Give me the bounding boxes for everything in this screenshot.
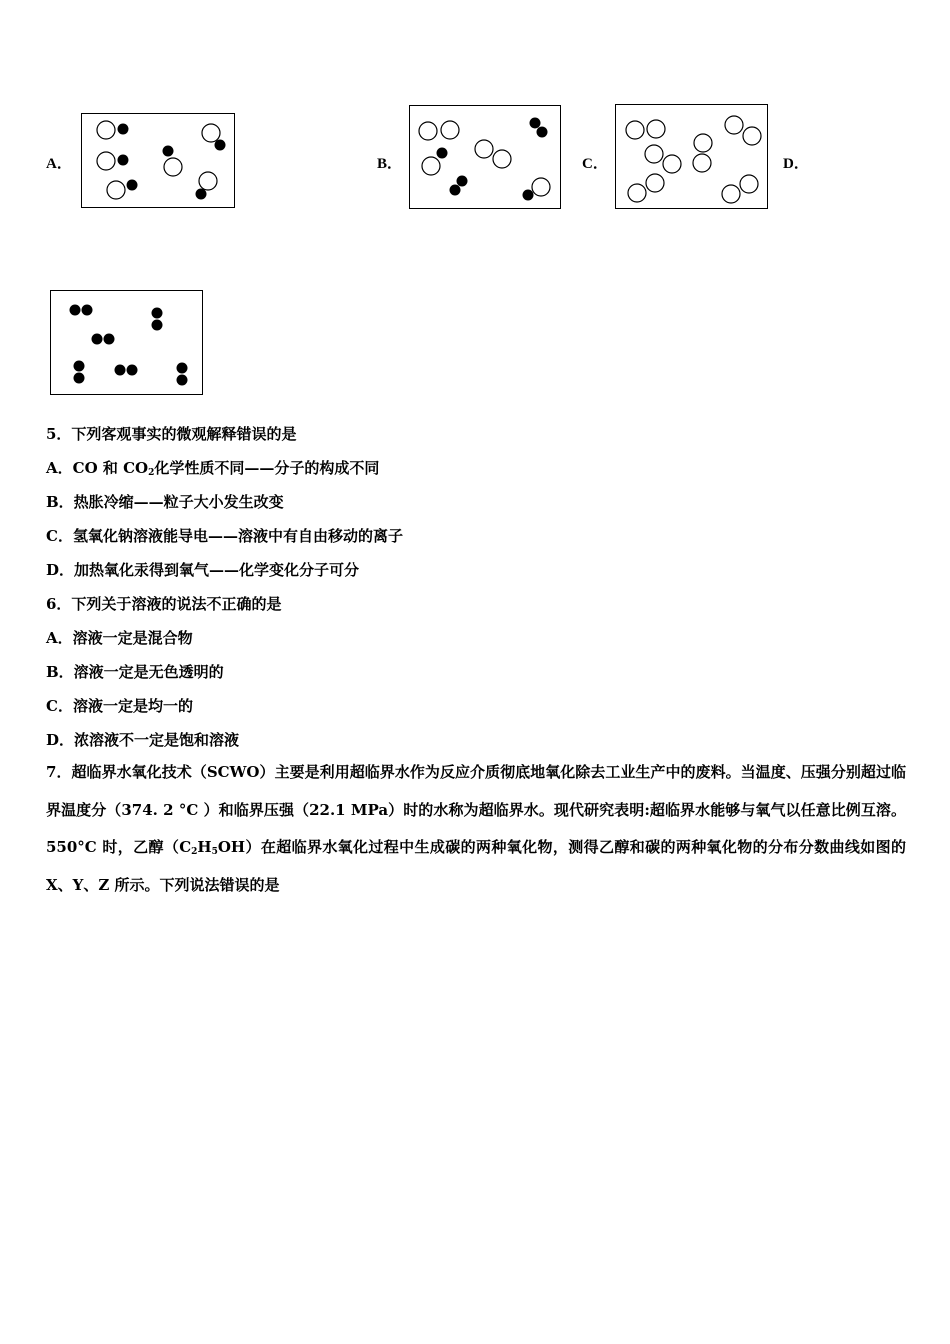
molecule-box-b — [409, 105, 561, 209]
option-d-label: D． — [783, 156, 809, 172]
molecule-diagram-d — [51, 291, 202, 394]
q5-option-d: D．加热氧化汞得到氧气——化学变化分子可分 — [46, 561, 360, 579]
q6-option-a: A．溶液一定是混合物 — [46, 629, 193, 647]
molecule-box-c — [615, 104, 768, 209]
q6-option-c: C．溶液一定是均一的 — [46, 697, 193, 715]
q5-option-a: A．CO 和 $CO_2$化学性质不同——分子的构成不同 — [46, 459, 380, 478]
q6-option-b: B．溶液一定是无色透明的 — [46, 663, 224, 681]
molecule-box-a — [81, 113, 235, 208]
molecule-diagram-a — [82, 114, 234, 207]
q5-option-b: B．热胀冷缩——粒子大小发生改变 — [46, 493, 284, 511]
molecule-box-d — [50, 290, 203, 395]
option-b-label: B． — [377, 156, 403, 172]
molecule-diagram-b — [410, 106, 560, 208]
q6-stem: 6．下列关于溶液的说法不正确的是 — [46, 595, 282, 613]
q5-stem: 5．下列客观事实的微观解释错误的是 — [46, 425, 297, 443]
option-c-label: C． — [582, 156, 608, 172]
q5-option-c: C．氢氧化钠溶液能导电——溶液中有自由移动的离子 — [46, 527, 403, 545]
q6-option-d: D．浓溶液不一定是饱和溶液 — [46, 731, 240, 749]
q7-text: 7．超临界水氧化技术（SCWO）主要是利用超临界水作为反应介质彻底地氧化除去工业生产中的废料。当温度、压强分别超过临界温度分（374. 2 °C ）和临界压强（22.1 MPa）时的水称为超临界水。现代研究表明:超临界水能够与氧气以任意比例互溶。550°C 时，乙醇$(C_2H_5OH)$在超临界水氧化过程中生成碳的两种氧化物，测得乙醇和碳的两种氧化物的分布分数曲线如图的 X、Y、Z 所示。下列说法错误的是 — [46, 763, 906, 894]
option-a-label: A． — [46, 156, 72, 172]
molecule-diagram-c — [616, 105, 767, 208]
